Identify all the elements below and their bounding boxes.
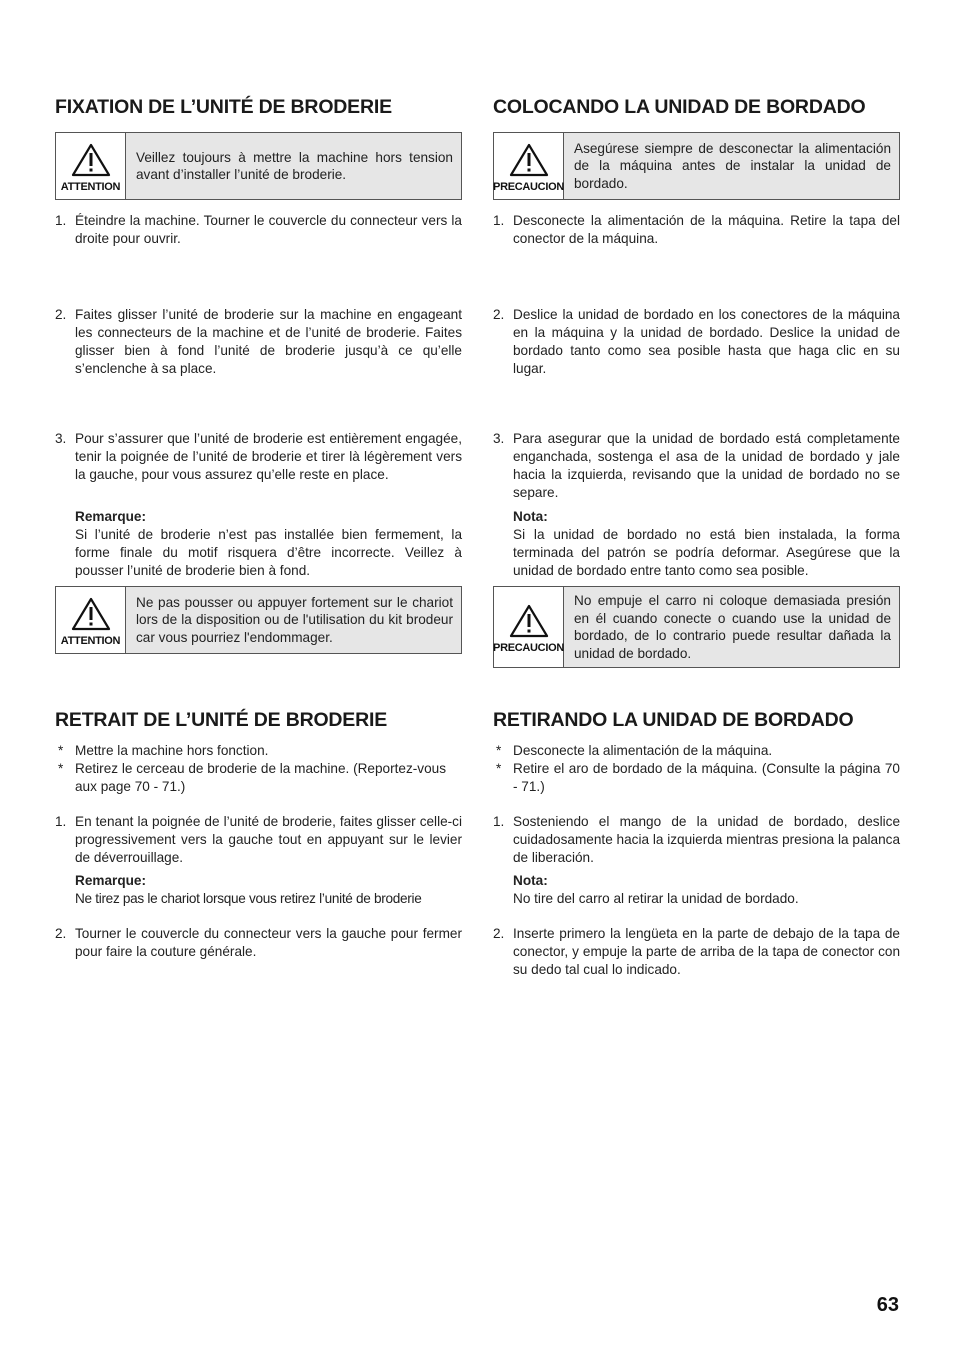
section-heading-retirando: RETIRANDO LA UNIDAD DE BORDADO — [493, 709, 854, 731]
step-item — [493, 813, 900, 867]
note-block — [75, 508, 462, 580]
bullet-item — [55, 760, 462, 796]
bullet-text: Retirez le cerceau de broderie de la machine. (Reportez-vous aux page 70 - 71.) — [75, 761, 446, 794]
step-number: 2. — [55, 307, 67, 322]
bullet-item — [493, 760, 900, 796]
note-text: No tire del carro al retirar la unidad de bordado. — [513, 891, 799, 906]
note-title: Remarque: — [75, 509, 147, 524]
step-item — [55, 212, 462, 248]
step-number: 1. — [55, 814, 67, 829]
section-heading-retrait: RETRAIT DE L’UNITÉ DE BRODERIE — [55, 709, 388, 731]
step-item — [493, 212, 900, 248]
warning-box — [493, 586, 900, 668]
note-block — [513, 872, 900, 908]
step-text: Éteindre la machine. Tourner le couvercle du connecteur vers la droite pour ouvrir. — [75, 213, 462, 246]
bullet-item — [493, 742, 900, 760]
warning-label: PRECAUCION — [493, 181, 564, 193]
bullet-item — [55, 742, 462, 760]
warning-box — [493, 132, 900, 200]
warning-text: Asegúrese siempre de desconectar la alimentación de la máquina antes de instalar la unidad de bordado. — [574, 140, 891, 191]
step-text: Para asegurar que la unidad de bordado está completamente enganchada, sostenga el asa de la unidad de bordado y jale hacia la izquierda, revisando que la unidad de bordado no se separe. — [513, 431, 900, 500]
step-text: Inserte primero la lengüeta en la parte de debajo de la tapa de conector, y empuje la parte de arriba de la tapa de conector con su dedo tal cual lo indicado. — [513, 926, 900, 977]
note-text: Ne tirez pas le chariot lorsque vous retirez l’unité de broderie — [75, 891, 422, 906]
step-text: Desconecte la alimentación de la máquina. Retire la tapa del conector de la máquina. — [513, 213, 900, 246]
warning-label: PRECAUCION — [493, 642, 564, 654]
step-item — [55, 925, 462, 961]
note-text: Si l’unité de broderie n’est pas installée bien fermement, la forme finale du motif risquera d’être incorrecte. Veillez à pousser l’unité de broderie bien à fond. — [75, 527, 462, 578]
step-text: Sosteniendo el mango de la unidad de bordado, deslice cuidadosamente hacia la izquierda mientras presiona la palanca de liberación. — [513, 814, 900, 865]
note-title: Remarque: — [75, 873, 147, 888]
step-number: 1. — [493, 814, 505, 829]
bullet-text: Retire el aro de bordado de la máquina. (Consulte la página 70 - 71.) — [513, 761, 900, 794]
step-number: 2. — [55, 926, 67, 941]
warning-label: ATTENTION — [60, 181, 121, 193]
warning-box — [55, 132, 462, 200]
step-number: 2. — [493, 307, 505, 322]
bullet-star: * — [496, 761, 502, 776]
step-number: 1. — [55, 213, 67, 228]
step-item — [55, 813, 462, 867]
note-text: Si la unidad de bordado no está bien instalada, la forma terminada del patrón se podría deformar. Asegúrese que la unidad de bordado entre tanto como sea posible. — [513, 527, 900, 578]
step-item — [493, 306, 900, 378]
note-block — [75, 872, 462, 908]
warning-text: No empuje el carro ni coloque demasiada presión en él cuando conecte o cuando use la unidad de bordado, de lo contrario puede resultar dañada la unidad de bordado. — [574, 593, 891, 661]
step-text: Faites glisser l’unité de broderie sur la machine en engageant les connecteurs de la machine et de l’unité de broderie. Faites glisser bien à fond l’unité de broderie jusqu’à ce qu’elle s’enclenche à sa place. — [75, 307, 462, 376]
warning-icon-cell — [494, 133, 564, 199]
warning-icon-cell — [56, 133, 126, 199]
step-text: En tenant la poignée de l’unité de broderie, faites glisser celle-ci progressivement vers la gauche tout en appuyant sur le levier de déverrouillage. — [75, 814, 462, 865]
step-item — [55, 430, 462, 484]
step-number: 2. — [493, 926, 505, 941]
warning-box — [55, 586, 462, 654]
warning-triangle-icon — [509, 604, 549, 638]
section-heading-fixation: FIXATION DE L’UNITÉ DE BRODERIE — [55, 96, 392, 118]
warning-icon-cell — [56, 587, 126, 653]
bullet-text: Mettre la machine hors fonction. — [75, 743, 269, 758]
warning-triangle-icon — [71, 597, 111, 631]
warning-icon-cell — [494, 587, 564, 667]
step-number: 1. — [493, 213, 505, 228]
step-item — [493, 430, 900, 502]
bullet-star: * — [58, 761, 64, 776]
step-number: 3. — [55, 431, 67, 446]
step-item — [493, 925, 900, 979]
step-text: Pour s’assurer que l’unité de broderie est entièrement engagée, tenir la poignée de l’unité de broderie et tirer là légèrement vers la gauche, pour vous assurez qu’elle reste en place. — [75, 431, 462, 482]
warning-text: Veillez toujours à mettre la machine hors tension avant d’installer l’unité de broderie. — [136, 149, 453, 182]
step-text: Tourner le couvercle du connecteur vers la gauche pour fermer pour faire la couture générale. — [75, 926, 462, 959]
bullet-star: * — [496, 743, 502, 758]
page-number: 63 — [876, 1294, 899, 1316]
bullet-text: Desconecte la alimentación de la máquina. — [513, 743, 773, 758]
note-title: Nota: — [513, 509, 548, 524]
step-number: 3. — [493, 431, 505, 446]
warning-triangle-icon — [71, 143, 111, 177]
bullet-star: * — [58, 743, 64, 758]
note-title: Nota: — [513, 873, 548, 888]
warning-triangle-icon — [509, 143, 549, 177]
step-item — [55, 306, 462, 378]
step-text: Deslice la unidad de bordado en los conectores de la máquina en la máquina y la unidad de bordado. Deslice la unidad de bordado tanto como sea posible hasta que haga clic en su lugar. — [513, 307, 900, 376]
warning-text: Ne pas pousser ou appuyer fortement sur le chariot lors de la disposition ou de l'utilisation du kit brodeur car vous pourriez l'endommager. — [136, 594, 453, 645]
warning-label: ATTENTION — [60, 635, 121, 647]
section-heading-colocando: COLOCANDO LA UNIDAD DE BORDADO — [493, 96, 866, 118]
note-block — [513, 508, 900, 580]
